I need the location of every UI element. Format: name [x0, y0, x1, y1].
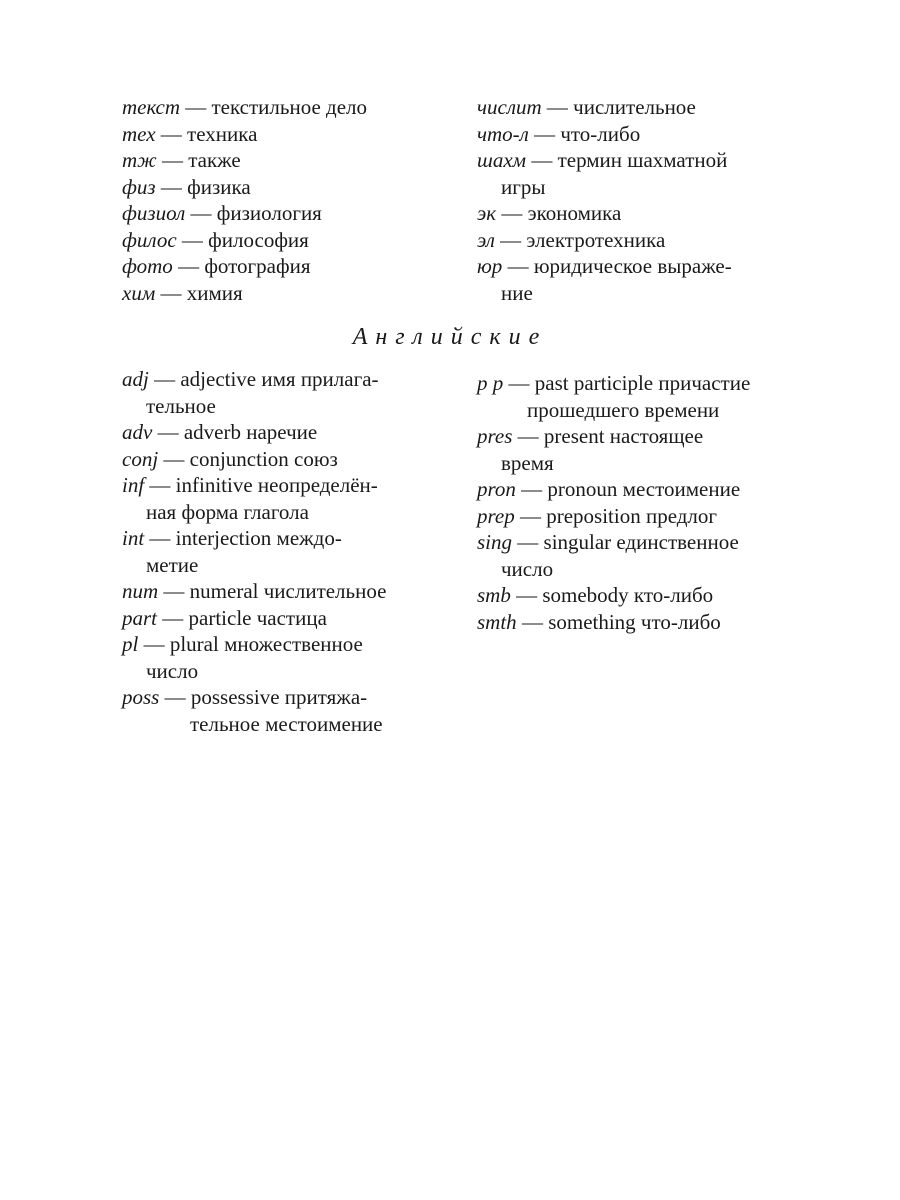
abbreviation: inf [122, 473, 145, 497]
separator: — [144, 473, 176, 497]
russian-abbreviations-left-column [122, 94, 462, 306]
separator: — [155, 280, 187, 305]
english-abbreviations-right-column [477, 370, 807, 635]
english-abbreviations-left-column [122, 366, 462, 737]
abbreviation-entry [477, 227, 797, 254]
abbreviation-entry [122, 419, 462, 446]
definition-continuation: тельное местоимение [190, 711, 383, 736]
abbreviation-entry [477, 476, 807, 503]
separator: — [516, 609, 549, 634]
definition: infinitive неопределён- [175, 473, 378, 497]
abbreviation: adj [122, 367, 149, 391]
definition-continuation: игры [501, 174, 546, 199]
abbreviation-entry [122, 684, 462, 737]
separator: — [503, 371, 535, 395]
definition: conjunction союз [189, 446, 338, 471]
separator: — [528, 121, 561, 146]
separator: — [176, 227, 209, 252]
definition: техника [187, 121, 258, 146]
definition: числительное [573, 95, 696, 119]
abbreviation-entry [122, 253, 462, 280]
definition-continuation: ная форма глагола [146, 499, 309, 524]
definition: present настоящее [543, 424, 704, 448]
abbreviation-entry [477, 423, 807, 476]
abbreviation-entry [122, 121, 462, 148]
definition: numeral числительное [189, 579, 387, 603]
abbreviation: эл [477, 227, 495, 252]
definition-continuation: ние [501, 280, 533, 305]
abbreviation-entry [122, 605, 462, 632]
abbreviation: что-л [477, 121, 529, 146]
abbreviation: pl [122, 632, 139, 656]
abbreviation-entry [477, 370, 807, 423]
abbreviation-entry [122, 147, 462, 174]
definition: singular единственное [543, 530, 739, 554]
abbreviation: pres [477, 424, 513, 448]
separator: — [494, 227, 527, 252]
abbreviation-entry [477, 200, 797, 227]
abbreviation-entry [122, 280, 462, 307]
abbreviation: adv [122, 420, 153, 444]
separator: — [512, 530, 544, 554]
definition: юридическое выраже- [533, 254, 732, 278]
abbreviation: sing [477, 530, 513, 554]
definition: электротехника [526, 227, 666, 252]
abbreviation: числит [477, 95, 542, 119]
definition: экономика [527, 201, 622, 225]
definition: физиология [216, 201, 322, 225]
definition-continuation: прошедшего времени [527, 397, 720, 422]
definition: философия [208, 227, 309, 252]
abbreviation-entry [477, 94, 797, 121]
abbreviation: poss [122, 685, 160, 709]
separator: — [152, 420, 184, 444]
separator: — [180, 95, 212, 119]
separator: — [158, 579, 190, 603]
separator: — [155, 174, 188, 199]
abbreviation-entry [122, 525, 462, 578]
definition: possessive притяжа- [190, 685, 368, 709]
separator: — [502, 254, 534, 278]
abbreviation-entry [477, 582, 807, 609]
abbreviation-entry [122, 174, 462, 201]
separator: — [156, 148, 189, 172]
abbreviation: шахм [477, 148, 527, 172]
definition: preposition предлог [546, 503, 718, 528]
separator: — [541, 95, 574, 119]
abbreviation: тех [122, 121, 156, 146]
definition: физика [187, 174, 251, 199]
definition-continuation: метие [146, 552, 199, 577]
abbreviation: smb [477, 583, 511, 607]
separator: — [148, 367, 181, 391]
definition-continuation: время [501, 450, 554, 475]
abbreviation-entry [122, 578, 462, 605]
separator: — [512, 424, 544, 448]
separator: — [514, 503, 547, 528]
abbreviation-entry [477, 529, 807, 582]
definition: термин шахматной [557, 148, 728, 172]
abbreviation-entry [477, 253, 797, 306]
abbreviation: хим [122, 280, 156, 305]
abbreviation: фото [122, 254, 173, 278]
russian-abbreviations-right-column [477, 94, 797, 306]
separator: — [159, 685, 191, 709]
definition: somebody кто-либо [542, 583, 714, 607]
definition: interjection междо- [175, 526, 342, 550]
separator: — [158, 446, 190, 471]
abbreviation-entry [122, 200, 462, 227]
definition: также [188, 148, 241, 172]
abbreviation: физ [122, 174, 156, 199]
abbreviation-entry [122, 631, 462, 684]
abbreviation: int [122, 526, 145, 550]
definition: текстильное дело [211, 95, 368, 119]
abbreviation: p p [477, 371, 504, 395]
abbreviation: part [122, 605, 158, 630]
abbreviation-entry [477, 121, 797, 148]
abbreviation-entry [122, 94, 462, 121]
separator: — [144, 526, 176, 550]
definition: pronoun местоимение [547, 477, 741, 501]
abbreviation-entry [477, 609, 807, 636]
definition: plural множественное [169, 632, 363, 656]
definition: past participle причастие [534, 371, 751, 395]
definition: adverb наречие [183, 420, 318, 444]
abbreviation-entry [122, 366, 462, 419]
separator: — [496, 201, 528, 225]
separator: — [172, 254, 205, 278]
section-heading-english: Английские [352, 324, 548, 350]
definition: фотография [204, 254, 311, 278]
definition-continuation: число [146, 658, 199, 683]
separator: — [138, 632, 170, 656]
abbreviation: тж [122, 148, 157, 172]
abbreviation: юр [477, 254, 503, 278]
definition: something что-либо [548, 609, 721, 634]
separator: — [155, 121, 188, 146]
separator: — [185, 201, 217, 225]
definition: adjective имя прилага- [180, 367, 379, 391]
definition-continuation: число [501, 556, 554, 581]
abbreviation: prep [477, 503, 515, 528]
abbreviation-entry [122, 227, 462, 254]
separator: — [526, 148, 558, 172]
definition: химия [186, 280, 243, 305]
separator: — [157, 605, 189, 630]
separator: — [515, 477, 548, 501]
abbreviation-entry [122, 472, 462, 525]
abbreviation: эк [477, 201, 497, 225]
abbreviation: физиол [122, 201, 186, 225]
abbreviation: num [122, 579, 159, 603]
abbreviation: филос [122, 227, 177, 252]
abbreviation-entry [477, 503, 807, 530]
definition: particle частица [188, 605, 327, 630]
definition: что-либо [560, 121, 641, 146]
definition-continuation: тельное [146, 393, 216, 418]
abbreviation: текст [122, 95, 180, 119]
abbreviation-entry [122, 446, 462, 473]
separator: — [510, 583, 543, 607]
abbreviation: smth [477, 609, 517, 634]
abbreviation-entry [477, 147, 797, 200]
abbreviation: pron [477, 477, 516, 501]
abbreviation: conj [122, 446, 159, 471]
